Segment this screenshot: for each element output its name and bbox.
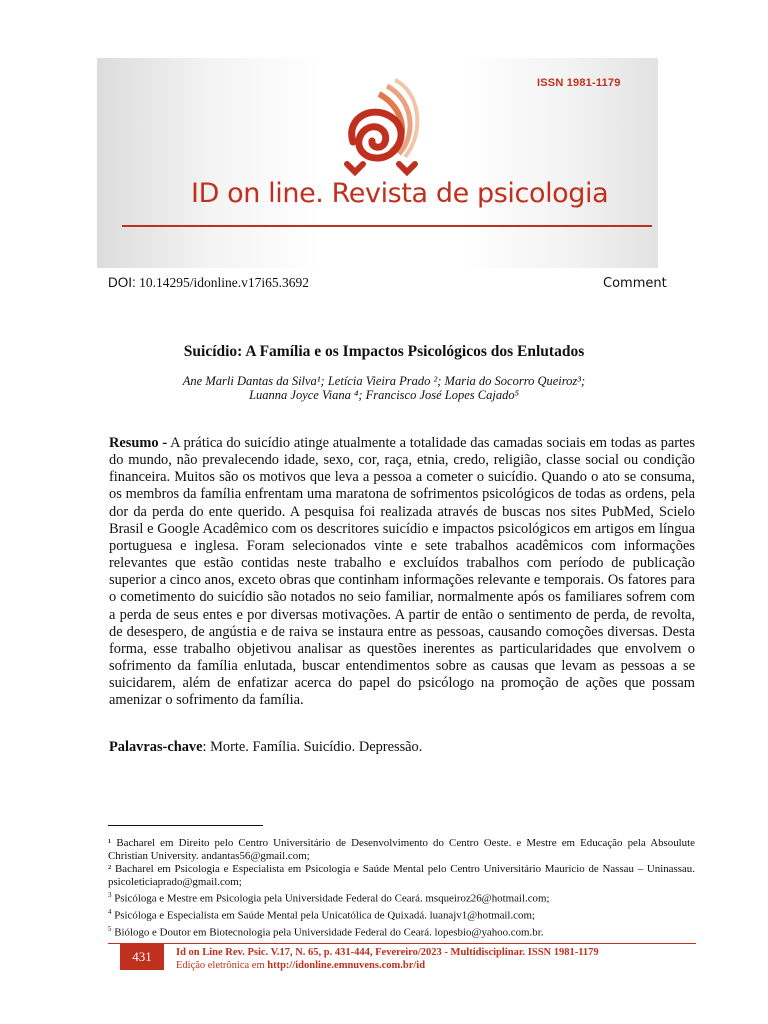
doi-line xyxy=(108,275,309,291)
author-list xyxy=(0,374,768,402)
footnote-4 xyxy=(108,906,695,923)
section-label: Comment xyxy=(603,276,667,291)
footnote-text: Psicóloga e Mestre em Psicologia pela Universidade Federal do Ceará. msqueiroz26@hotmail.com; xyxy=(114,893,550,905)
authors-line-1: Ane Marli Dantas da Silva¹; Letícia Vieira Prado ²; Maria do Socorro Queiroz³; xyxy=(182,374,586,388)
abstract xyxy=(109,435,695,710)
footnote-mark: 4 xyxy=(108,908,112,917)
footnotes xyxy=(108,837,695,940)
footnote-text: Psicóloga e Especialista em Saúde Mental pela Unicatólica de Quixadá. luanajv1@hotmail.com; xyxy=(114,909,535,922)
footer-citation xyxy=(176,947,599,972)
authors-line-2: Luanna Joyce Viana ⁴; Francisco José Lopes Cajado⁵ xyxy=(249,388,519,402)
doi-label: DOI: xyxy=(108,275,136,290)
footnote-mark: ¹ xyxy=(108,837,112,849)
footnote-3 xyxy=(108,889,695,906)
banner-rule xyxy=(122,225,652,227)
doi-value[interactable]: 10.14295/idonline.v17i65.3692 xyxy=(139,275,310,290)
footnote-mark: 5 xyxy=(108,924,112,933)
edition-line xyxy=(176,960,599,973)
footnote-2 xyxy=(108,863,695,889)
keywords xyxy=(109,739,695,756)
journal-title: ID on line. Revista de psicologia xyxy=(191,178,609,209)
article-title: Suicídio: A Família e os Impactos Psicológicos dos Enlutados xyxy=(183,343,585,360)
footer-rule xyxy=(108,943,696,944)
footnote-text: Bacharel em Direito pelo Centro Universitário de Desenvolvimento do Centro Oeste. e Mestre em Educação pela Absoulute Christian University. andantas56@gmail.com; xyxy=(108,837,695,863)
edition-prefix: Edição eletrônica em xyxy=(176,959,265,971)
page-number: 431 xyxy=(120,944,164,970)
footnote-divider xyxy=(108,825,263,826)
edition-link[interactable]: http://idonline.emnuvens.com.br/id xyxy=(267,959,426,971)
footnote-text: Biólogo e Doutor em Biotecnologia pela Universidade Federal do Ceará. lopesbio@yahoo.com.br. xyxy=(114,926,544,939)
citation-line: Id on Line Rev. Psic. V.17, N. 65, p. 431-444, Fevereiro/2023 - Multidisciplinar. ISSN 1981-1179 xyxy=(176,947,599,958)
journal-banner xyxy=(97,58,658,268)
footnote-5 xyxy=(108,923,695,940)
footnote-1 xyxy=(108,837,695,863)
keywords-text: : Morte. Família. Suicídio. Depressão. xyxy=(202,739,423,755)
footnote-mark: 3 xyxy=(108,891,112,900)
abstract-text: A prática do suicídio atinge atualmente a totalidade das camadas sociais em todas as partes do mundo, não prevalecendo idade, sexo, cor, raça, etnia, credo, religião, classe social ou condição financeira. Muitos são os motivos que leva a pessoa a cometer o suicídio. Quando o ato se consuma, os membros da família enfrentam uma maratona de sofrimentos psicológicos de todas as ordens, pela dor da perda do ente querido. A pesquisa foi realizada através de buscas nos sites PubMed, Scielo Brasil e Google Acadêmico com os descritores suicídio e impactos psicológicos em artigos em língua portuguesa e inglesa. Foram selecionados vinte e sete trabalhos acadêmicos com informações relevantes que estão contidas neste trabalho e excluídos trabalhos com período de publicação superior a cinco anos, exceto obras que continham informações relevante e temporais. Os fatores para o cometimento do suicídio são notados no seio familiar, normalmente após os familiares sofrem com a perda de seus entes e por diversas motivações. A partir de então o sentimento de perda, de revolta, de desespero, de angústia e de raiva se instaura entre as pessoas, causando comoções diversas. Desta forma, esse trabalho objetivou analisar as questões inerentes as particularidades que envolvem o sofrimento da família enlutada, buscar entendimentos sobre as causas que levam as pessoas a se suicidarem, além de enfatizar acerca do papel do psicólogo na promoção de ações que possam amenizar o sofrimento da família. xyxy=(109,435,695,709)
footnote-text: Bacharel em Psicologia e Especialista em Psicologia e Saúde Mental pelo Centro Universitário Maurício de Nassau – Uninassau. psicoleticiaprado@gmail.com; xyxy=(108,863,695,889)
issn-label: ISSN 1981-1179 xyxy=(537,77,621,89)
abstract-label: Resumo - xyxy=(109,435,168,451)
footnote-mark: ² xyxy=(108,863,112,876)
spiral-logo-icon xyxy=(325,72,440,187)
keywords-label: Palavras-chave xyxy=(109,739,203,755)
